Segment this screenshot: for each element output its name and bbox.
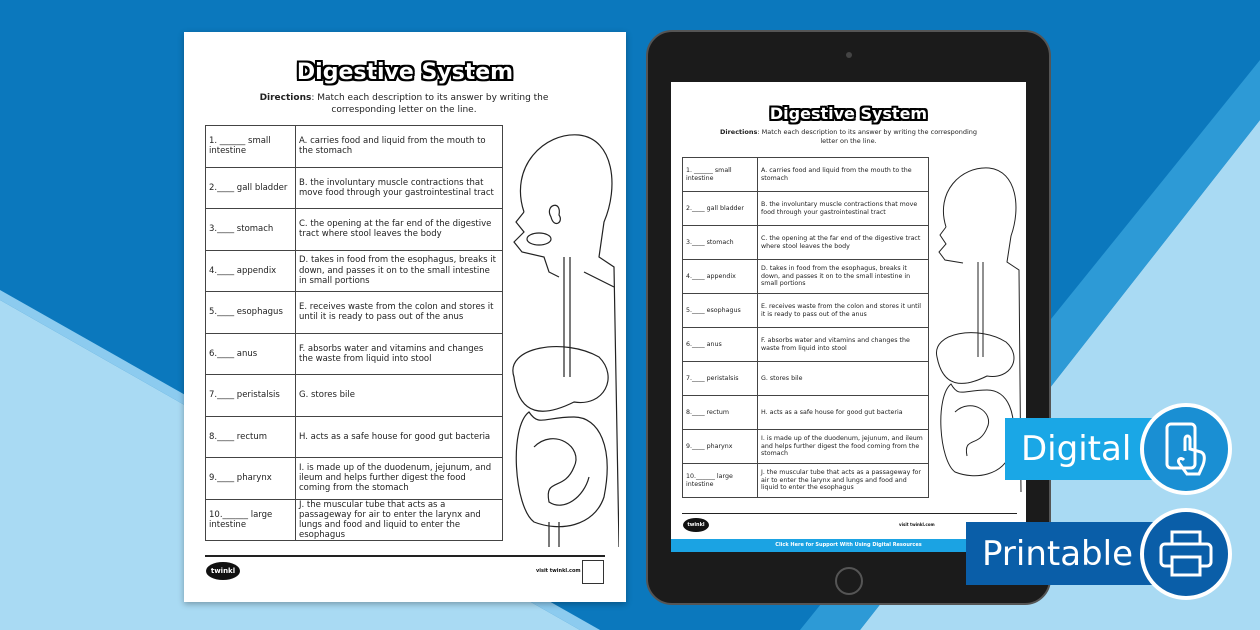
printable-label: Printable bbox=[966, 522, 1186, 585]
term-cell: 3.____ stomach bbox=[206, 209, 296, 251]
digital-label: Digital bbox=[1005, 418, 1185, 480]
quality-badge-icon bbox=[582, 560, 604, 584]
term-cell: 7.____ peristalsis bbox=[206, 375, 296, 417]
term-cell: 4.____ appendix bbox=[683, 260, 758, 294]
table-row bbox=[683, 158, 929, 192]
description-cell: J. the muscular tube that acts as a passageway for air to enter the larynx and lungs and food and liquid to enter the esophagus bbox=[758, 464, 929, 498]
description-cell: G. stores bile bbox=[296, 375, 503, 417]
description-cell: J. the muscular tube that acts as a passageway for air to enter the larynx and lungs and food and liquid to enter the esophagus bbox=[296, 499, 503, 541]
table-row bbox=[206, 292, 503, 334]
term-cell: 8.____ rectum bbox=[683, 396, 758, 430]
directions-text: : Match each description to its answer by writing the corresponding letter on the line. bbox=[311, 93, 549, 116]
table-row bbox=[206, 499, 503, 541]
twinkl-logo: twinkl bbox=[206, 562, 240, 580]
directions-label: Directions bbox=[719, 128, 758, 136]
table-row bbox=[206, 458, 503, 500]
support-link-bar[interactable]: Click Here for Support With Using Digital Resources bbox=[671, 539, 1026, 552]
description-cell: B. the involuntary muscle contractions that move food through your gastrointestinal tract bbox=[296, 167, 503, 209]
table-row bbox=[683, 260, 929, 294]
description-cell: H. acts as a safe house for good gut bacteria bbox=[296, 416, 503, 458]
description-cell: H. acts as a safe house for good gut bacteria bbox=[758, 396, 929, 430]
table-row bbox=[683, 328, 929, 362]
matching-table bbox=[205, 125, 503, 541]
description-cell: I. is made up of the duodenum, jejunum, and ileum and helps further digest the food coming from the stomach bbox=[296, 458, 503, 500]
term-cell: 7.____ peristalsis bbox=[683, 362, 758, 396]
description-cell: C. the opening at the far end of the digestive tract where stool leaves the body bbox=[758, 226, 929, 260]
table-row bbox=[683, 464, 929, 498]
term-cell: 8.____ rectum bbox=[206, 416, 296, 458]
term-cell: 9.____ pharynx bbox=[206, 458, 296, 500]
term-cell: 3.____ stomach bbox=[683, 226, 758, 260]
description-cell: D. takes in food from the esophagus, breaks it down, and passes it on to the small intestine in small portions bbox=[296, 250, 503, 292]
worksheet-title: Digestive System bbox=[296, 60, 514, 85]
digestive-system-illustration bbox=[504, 127, 619, 547]
table-row bbox=[683, 430, 929, 464]
digital-worksheet-title: Digestive System bbox=[769, 104, 928, 123]
table-row bbox=[683, 226, 929, 260]
table-row bbox=[206, 333, 503, 375]
footer-divider bbox=[205, 555, 605, 557]
description-cell: A. carries food and liquid from the mouth to the stomach bbox=[758, 158, 929, 192]
digital-worksheet-screen bbox=[671, 82, 1026, 552]
term-cell: 6.____ anus bbox=[206, 333, 296, 375]
printer-icon bbox=[1140, 508, 1232, 600]
digital-twinkl-logo: twinkl bbox=[683, 518, 709, 532]
description-cell: I. is made up of the duodenum, jejunum, and ileum and helps further digest the food coming from the stomach bbox=[758, 430, 929, 464]
directions bbox=[234, 92, 574, 116]
digital-directions bbox=[711, 128, 986, 146]
description-cell: D. takes in food from the esophagus, breaks it down, and passes it on to the small intestine in small portions bbox=[758, 260, 929, 294]
printable-worksheet bbox=[184, 32, 626, 602]
term-cell: 5.____ esophagus bbox=[206, 292, 296, 334]
description-cell: G. stores bile bbox=[758, 362, 929, 396]
description-cell: C. the opening at the far end of the digestive tract where stool leaves the body bbox=[296, 209, 503, 251]
term-cell: 2.____ gall bladder bbox=[683, 192, 758, 226]
term-cell: 1. ______ small intestine bbox=[206, 126, 296, 168]
table-row bbox=[683, 192, 929, 226]
term-cell: 10.______ large intestine bbox=[206, 499, 296, 541]
directions-text: : Match each description to its answer by writing the corresponding letter on the line. bbox=[757, 128, 978, 145]
description-cell: F. absorbs water and vitamins and changes the waste from liquid into stool bbox=[296, 333, 503, 375]
digital-visit-link[interactable]: visit twinkl.com bbox=[899, 522, 935, 527]
table-row bbox=[683, 396, 929, 430]
visit-link[interactable]: visit twinkl.com bbox=[536, 568, 581, 574]
table-row bbox=[206, 416, 503, 458]
tablet-touch-icon bbox=[1140, 403, 1232, 495]
term-cell: 9.____ pharynx bbox=[683, 430, 758, 464]
term-cell: 2.____ gall bladder bbox=[206, 167, 296, 209]
directions-label: Directions bbox=[259, 93, 312, 103]
description-cell: A. carries food and liquid from the mouth to the stomach bbox=[296, 126, 503, 168]
term-cell: 5.____ esophagus bbox=[683, 294, 758, 328]
home-button bbox=[835, 567, 863, 595]
table-row bbox=[683, 294, 929, 328]
term-cell: 4.____ appendix bbox=[206, 250, 296, 292]
table-row bbox=[206, 126, 503, 168]
description-cell: E. receives waste from the colon and stores it until it is ready to pass out of the anus bbox=[758, 294, 929, 328]
description-cell: E. receives waste from the colon and stores it until it is ready to pass out of the anus bbox=[296, 292, 503, 334]
table-row bbox=[206, 209, 503, 251]
term-cell: 6.____ anus bbox=[683, 328, 758, 362]
camera-icon bbox=[846, 52, 852, 58]
table-row bbox=[683, 362, 929, 396]
description-cell: F. absorbs water and vitamins and changes the waste from liquid into stool bbox=[758, 328, 929, 362]
table-row bbox=[206, 375, 503, 417]
description-cell: B. the involuntary muscle contractions that move food through your gastrointestinal tract bbox=[758, 192, 929, 226]
term-cell: 10.______ large intestine bbox=[683, 464, 758, 498]
digital-footer-divider bbox=[682, 513, 1017, 514]
table-row bbox=[206, 250, 503, 292]
digital-matching-table bbox=[682, 157, 929, 498]
term-cell: 1. ______ small intestine bbox=[683, 158, 758, 192]
table-row bbox=[206, 167, 503, 209]
